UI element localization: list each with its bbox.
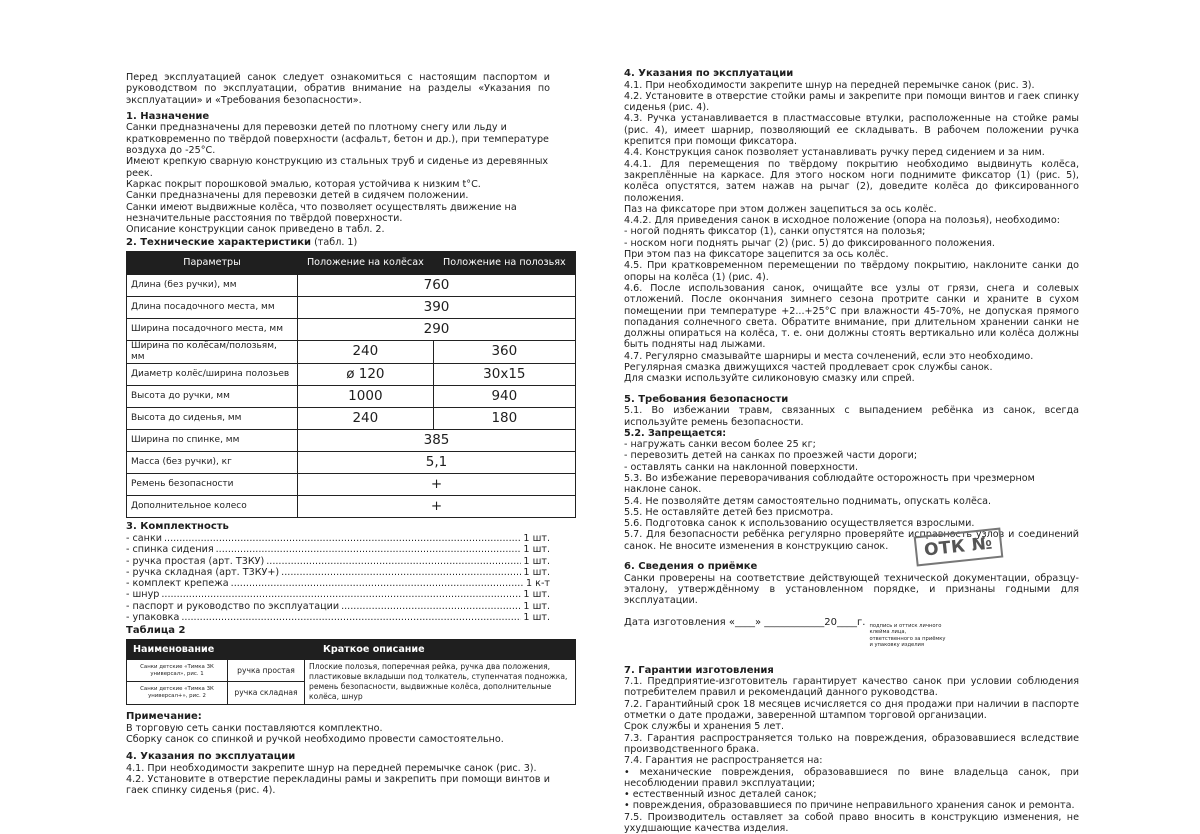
dot-leader [281, 567, 521, 578]
table-row [127, 296, 576, 318]
s5-line: - нагружать санки весом более 25 кг; [624, 439, 816, 451]
table-header-row [127, 639, 576, 659]
s4-line: 4.2. Установите в отверстие перекладины рамы и закрепить при помощи винтов и гаек спинку сиденья (рис. 4). [126, 773, 550, 797]
handle-cell: ручка складная [228, 682, 305, 705]
s4-line: 4.7. Регулярно смазывайте шарниры и места сочленений, если это необходимо. [624, 350, 1034, 362]
model-name-cell: Санки детские «Тимка 3К универсал», рис. 1 [127, 659, 228, 682]
s7-line: 7.1. Предприятие-изготовитель гарантирует качество санок при условии соблюдения потребителем правил и рекомендаций данного руководства. [624, 676, 1079, 699]
section-1-body [126, 122, 550, 235]
table-row [127, 274, 576, 296]
s4-line: Для смазки используйте силиконовую смазку или спрей. [624, 373, 915, 385]
dot-leader [341, 601, 521, 612]
signature-note: подпись и оттиск личного клейма лица, ответственного за приёмку и упаковку изделия [869, 622, 946, 649]
s1-line: Имеют крепкую сварную конструкцию из стальных труб и сиденье из деревянных реек. [126, 156, 549, 179]
value-cell: 385 [298, 430, 576, 452]
table-row [127, 659, 576, 682]
s5-line: 5.4. Не позволяйте детям самостоятельно поднимать, опускать колёса. [624, 495, 992, 507]
kit-item-qty: 1 шт. [523, 555, 550, 567]
s4-line: 4.5. При кратковременном перемещении по твёрдому покрытию, наклоните санки до опоры на колёса (1) (рис. 4). [624, 260, 1079, 283]
s4-line: Регулярная смазка движущихся частей продлевает срок службы санок. [624, 362, 993, 374]
s1-line: Каркас покрыт порошковой эмалью, которая устойчива к низким t°С. [126, 178, 481, 190]
section-4-body [624, 80, 1079, 385]
s1-line: Описание конструкции санок приведено в табл. 2. [126, 224, 385, 236]
value-cell-wheels: 240 [298, 340, 434, 364]
manufacture-date-line [624, 617, 1079, 649]
s7-line: 7.3. Гарантия распространяется только на повреждения, образовавшиеся вследствие производственного брака. [624, 732, 1079, 755]
list-item [126, 567, 550, 578]
kit-item-name: - упаковка [126, 612, 180, 624]
section-2-title: 2. Технические характеристики [126, 237, 311, 249]
header-wheels: Положение на колёсах [298, 251, 434, 274]
s4-line: 4.2. Установите в отверстие стойки рамы и закрепите при помощи винтов и гаек спинку сиденья (рис. 4). [624, 90, 1079, 114]
list-item [126, 589, 550, 600]
param-cell: Ремень безопасности [127, 474, 298, 496]
s7-line: 7.4. Гарантия не распространяется на: [624, 755, 823, 767]
value-cell: 760 [298, 274, 576, 296]
description-cell: Плоские полозья, поперечная рейка, ручка два положения, пластиковые вкладыши под толкатель, ступенчатая подножка, ремень безопасности, выдвижные колёса, дополнительные колёса, шнур [305, 659, 576, 704]
table-row [127, 496, 576, 518]
table-2-title: Таблица 2 [126, 625, 186, 637]
dot-leader [231, 578, 524, 589]
table-row [127, 408, 576, 430]
kit-item-qty: 1 шт. [523, 600, 550, 612]
kit-item-name: - спинка сидения [126, 544, 214, 556]
s4-line: 4.1. При необходимости закрепите шнур на передней перемычке санок (рис. 3). [126, 762, 537, 774]
list-item [126, 578, 550, 589]
list-item [126, 556, 550, 567]
table-row [127, 318, 576, 340]
s4-line: - ногой поднять фиксатор (1), санки опустятся на полозья; [624, 226, 926, 238]
kit-item-qty: 1 шт. [523, 589, 550, 601]
s1-line: Санки имеют выдвижные колёса, что позволяет осуществлять движение на незначительные расстояния по твёрдой поверхности. [126, 201, 517, 224]
model-name-cell: Санки детские «Тимка 3К универсал+», рис. 2 [127, 682, 228, 705]
header-description: Краткое описание [305, 639, 576, 659]
section-5-body [624, 439, 1079, 552]
handle-cell: ручка простая [228, 659, 305, 682]
s4-line: 4.1. При необходимости закрепите шнур на передней перемычке санок (рис. 3). [624, 79, 1035, 91]
s7-line: Срок службы и хранения 5 лет. [624, 721, 785, 733]
s5-2-title: 5.2. Запрещается: [624, 427, 727, 439]
section-7-body [624, 676, 1079, 834]
left-column [126, 68, 568, 797]
s4-line: Паз на фиксаторе при этом должен зацепиться за ось колёс. [624, 203, 937, 215]
kit-item-qty: 1 к-т [526, 578, 550, 590]
dot-leader [181, 612, 521, 623]
value-cell-wheels: 1000 [298, 386, 434, 408]
right-column [624, 68, 1079, 834]
s5-line: - оставлять санки на наклонной поверхности. [624, 461, 859, 473]
s5-line: - перевозить детей на санках по проезжей части дороги; [624, 450, 918, 462]
s7-line: • повреждения, образовавшиеся по причине неправильного хранения санок и ремонта. [624, 800, 1075, 812]
kit-item-name: - паспорт и руководство по эксплуатации [126, 600, 340, 612]
section-7-title: 7. Гарантии изготовления [624, 664, 774, 676]
otk-stamp: ОТК № [914, 528, 1003, 567]
section-5-title: 5. Требования безопасности [624, 393, 789, 405]
note-title: Примечание: [126, 710, 202, 722]
note-line: В торговую сеть санки поставляются комплектно. [126, 722, 383, 734]
kit-item-name: - ручка складная (арт. Т3КУ+) [126, 566, 280, 578]
list-item [126, 533, 550, 544]
section-1-title: 1. Назначение [126, 110, 210, 122]
s7-line: • механические повреждения, образовавшиеся по вине владельца санок, при несоблюдении правил эксплуатации; [624, 766, 1079, 789]
param-cell: Масса (без ручки), кг [127, 452, 298, 474]
s1-line: Санки предназначены для перевозки детей по плотному снегу или льду и кратковременно по твёрдой поверхности (асфальт, бетон и др.), при температуре воздуха до -25°С. [126, 122, 549, 157]
table-row [127, 474, 576, 496]
param-cell: Ширина по колёсам/полозьям, мм [127, 340, 298, 364]
value-cell: + [298, 496, 576, 518]
header-runners: Положение на полозьях [433, 251, 575, 274]
intro-text: Перед эксплуатацией санок следует ознакомиться с настоящим паспортом и руководством по эксплуатации, обратив внимание на разделы «Указания по эксплуатации» и «Требования безопасности». [126, 72, 550, 106]
s5-line: 5.1. Во избежании травм, связанных с выпадением ребёнка из санок, всегда используйте ремень безопасности. [624, 405, 1079, 428]
s4-line: 4.3. Ручка устанавливается в пластмассовые втулки, расположенные на стойке рамы (рис. 4), имеет шарнир, позволяющий ее складывать. В рабочем положении ручка крепится при помощи фиксатора. [624, 113, 1079, 148]
s4-line: При этом паз на фиксаторе зацепится за ось колёс. [624, 249, 889, 261]
kit-item-qty: 1 шт. [523, 544, 550, 556]
acceptance-text: Санки проверены на соответствие действующей технической документации, образцу-эталону, утверждённому в установленном порядке, и признаны годными для эксплуатации. [624, 572, 1079, 607]
value-cell-wheels: 240 [298, 408, 434, 430]
value-cell-runners: 940 [433, 386, 575, 408]
s7-line: 7.5. Производитель оставляет за собой право вносить в конструкцию изменения, не ухудшающие качества изделия. [624, 811, 1079, 834]
param-cell: Ширина по спинке, мм [127, 430, 298, 452]
value-cell: 390 [298, 296, 576, 318]
param-cell: Ширина посадочного места, мм [127, 318, 298, 340]
list-item [126, 544, 550, 555]
s4-line: 4.4. Конструкция санок позволяет устанавливать ручку перед сидением и за ним. [624, 147, 1045, 159]
section-6-title: 6. Сведения о приёмке [624, 561, 758, 573]
table-row [127, 340, 576, 364]
param-cell: Высота до ручки, мм [127, 386, 298, 408]
s5-line: 5.3. Во избежание переворачивания соблюдайте осторожность при чрезмерном наклоне санок. [624, 472, 1035, 496]
s4-line: 4.4.2. Для приведения санок в исходное положение (опора на полозья), необходимо: [624, 215, 1060, 227]
dot-leader [164, 533, 521, 544]
s7-line: 7.2. Гарантийный срок 18 месяцев исчисляется со дня продажи при наличии в паспорте отметки о дате продажи, заверенной штампом торговой организации. [624, 698, 1079, 722]
dot-leader [266, 556, 521, 567]
table-row [127, 430, 576, 452]
kit-item-qty: 1 шт. [523, 532, 550, 544]
s4-line: 4.6. После использования санок, очищайте все узлы от грязи, снега и солевых отложений. После окончания зимнего сезона протрите санки и храните в сухом помещении при температуре +2...+25°С при влажности 45-70%, не допуская прямого попадания солнечного света. Обратите внимание, при длительном хранении санки не должны опираться на колёса, т. е. они должны стоять вертикально или колёса должны быть подняты над лыжами. [624, 282, 1079, 351]
dot-leader [161, 589, 521, 600]
kit-item-name: - ручка простая (арт. Т3КУ) [126, 555, 265, 567]
s5-line: 5.7. Для безопасности ребёнка регулярно проверяйте исправность узлов и соединений санок. Не вносите изменения в конструкцию санок. [624, 529, 1079, 552]
note-line: Сборку санок со спинкой и ручкой необходимо провести самостоятельно. [126, 733, 504, 745]
value-cell-runners: 360 [433, 340, 575, 364]
value-cell-runners: 180 [433, 408, 575, 430]
table-row [127, 364, 576, 386]
kit-item-name: - шнур [126, 589, 160, 601]
s4-line: - носком ноги поднять рычаг (2) (рис. 5) до фиксированного положения. [624, 237, 995, 249]
table-row [127, 452, 576, 474]
header-name: Наименование [127, 639, 305, 659]
value-cell-runners: 30х15 [433, 364, 575, 386]
dot-leader [216, 544, 522, 555]
kit-item-name: - санки [126, 532, 162, 544]
list-item [126, 601, 550, 612]
section-2-heading [126, 237, 550, 248]
kit-item-qty: 1 шт. [523, 612, 550, 624]
s1-line: Санки предназначены для перевозки детей в сидячем положении. [126, 190, 469, 202]
value-cell: 290 [298, 318, 576, 340]
param-cell: Диаметр колёс/ширина полозьев [127, 364, 298, 386]
section-2-note: (табл. 1) [314, 237, 358, 249]
section-4-title: 4. Указания по эксплуатации [624, 68, 794, 79]
kit-item-name: - комплект крепежа [126, 578, 229, 590]
param-cell: Дополнительное колесо [127, 496, 298, 518]
param-cell: Длина (без ручки), мм [127, 274, 298, 296]
tech-specs-table [126, 251, 576, 519]
kit-list [126, 533, 550, 623]
section-4-title-left: 4. Указания по эксплуатации [126, 751, 296, 763]
s5-line: 5.5. Не оставляйте детей без присмотра. [624, 506, 834, 518]
s5-line: 5.6. Подготовка санок к использованию осуществляется взрослыми. [624, 518, 975, 530]
construction-table [126, 639, 576, 705]
s7-line: • естественный износ деталей санок; [624, 789, 817, 801]
header-params: Параметры [127, 251, 298, 274]
s4-line: 4.4.1. Для перемещения по твёрдому покрытию необходимо выдвинуть колёса, закреплённые на каркасе. Для этого носком ноги поднимите фиксатор (1) (рис. 5), колёса опустятся, затем нажав на рычаг (2), доведите колёса до фиксированного положения. [624, 158, 1079, 204]
value-cell: 5,1 [298, 452, 576, 474]
manufacture-date-label: Дата изготовления «____» ____________20____г. [624, 616, 866, 628]
value-cell-wheels: ø 120 [298, 364, 434, 386]
param-cell: Длина посадочного места, мм [127, 296, 298, 318]
table-row [127, 386, 576, 408]
table-header-row [127, 251, 576, 274]
section-3-title: 3. Комплектность [126, 521, 229, 533]
param-cell: Высота до сиденья, мм [127, 408, 298, 430]
value-cell: + [298, 474, 576, 496]
list-item [126, 612, 550, 623]
kit-item-qty: 1 шт. [523, 566, 550, 578]
